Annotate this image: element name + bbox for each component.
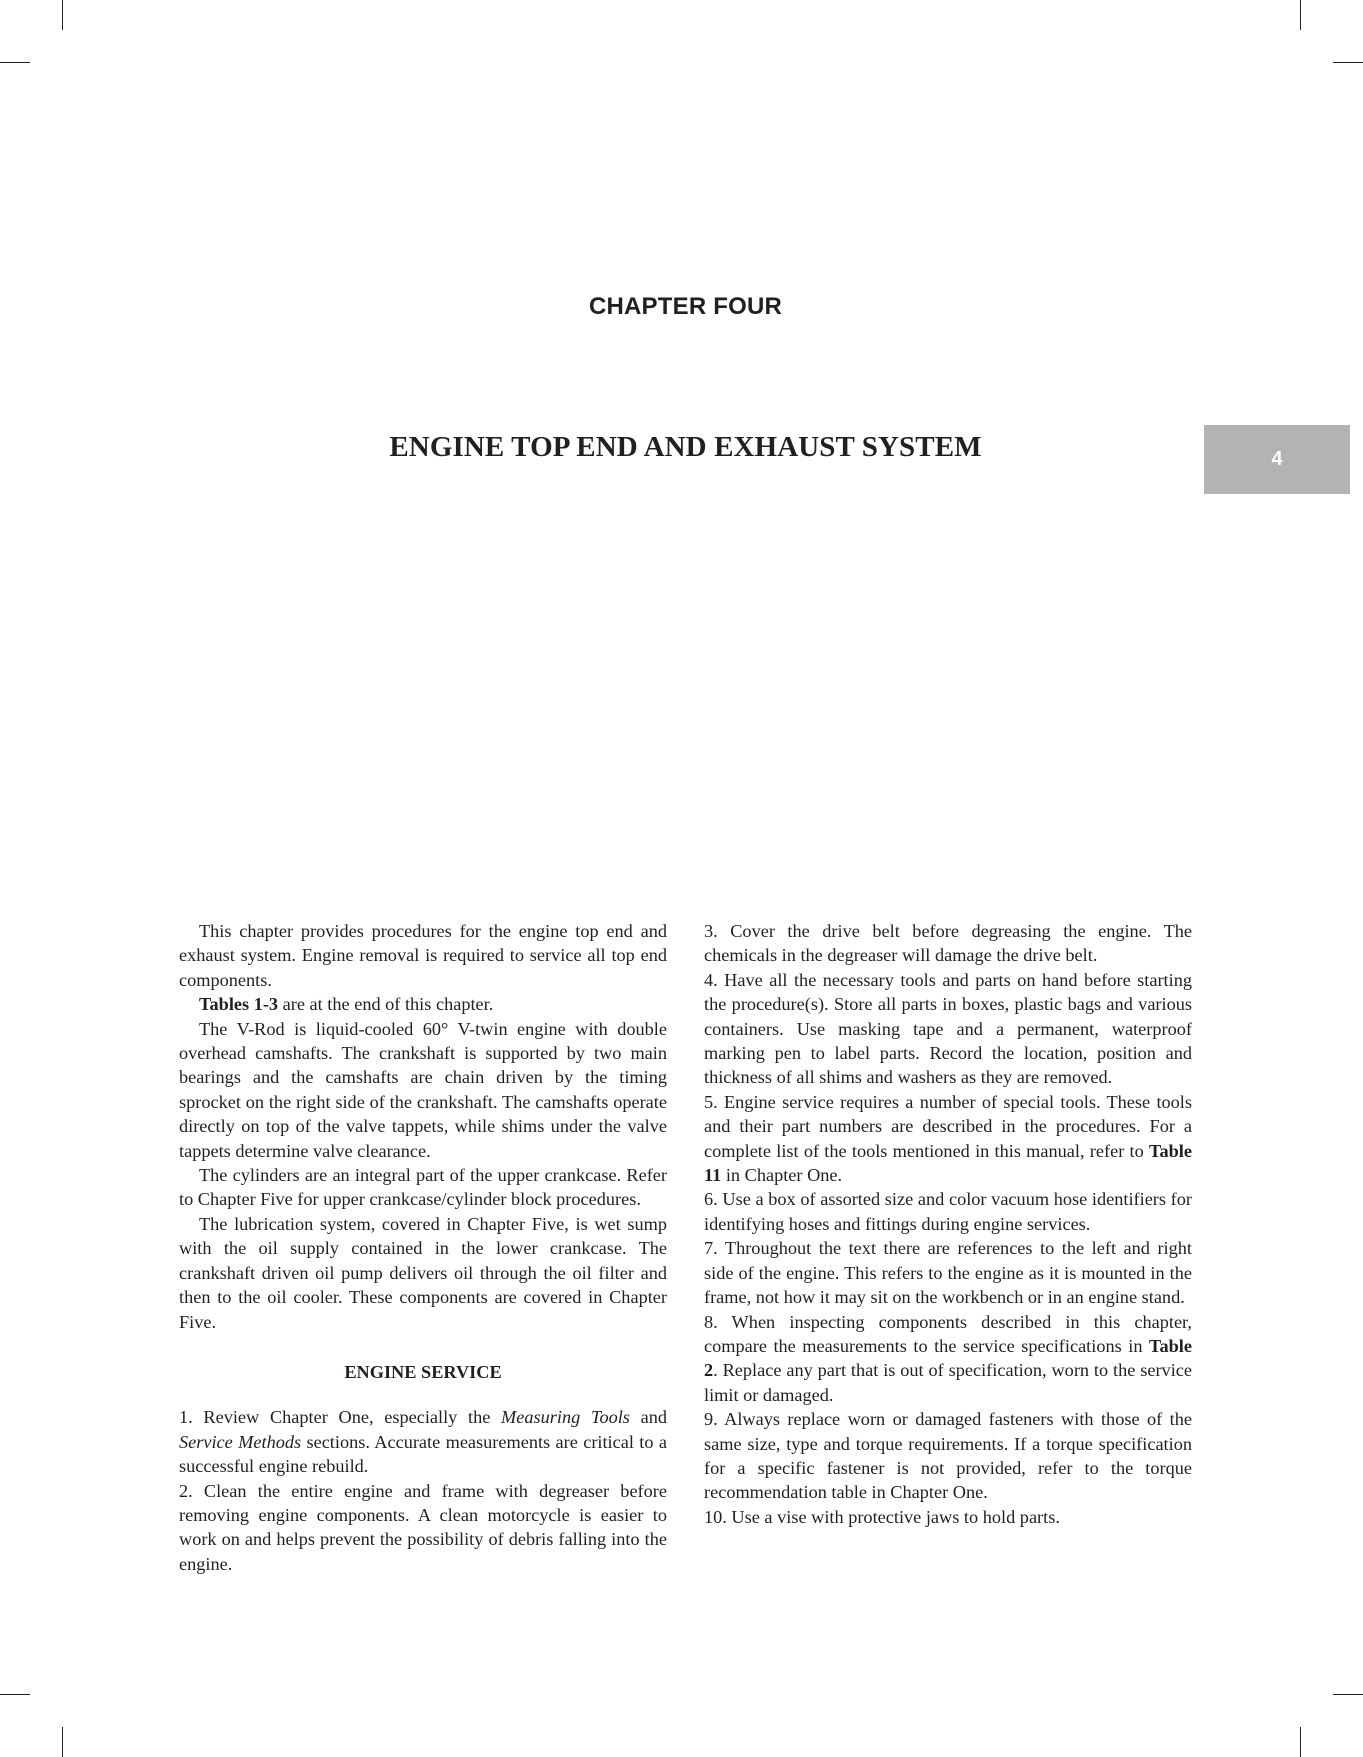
- item8-text-a: 8. When inspecting components described in this chapter, compare the measurements to the service specifications in: [704, 1311, 1192, 1356]
- chapter-thumb-tab: 4: [1204, 425, 1350, 494]
- lubrication-paragraph: The lubrication system, covered in Chapter Five, is wet sump with the oil supply contained in the lower crankcase. The crankshaft driven oil pump delivers oil through the oil filter and then to the oil cooler. These components are covered in Chapter Five.: [179, 1213, 667, 1332]
- list-item-9: 9. Always replace worn or damaged fasteners with those of the same size, type and torque requirements. If a torque specification for a specific fastener is not provided, refer to the torque recommendation table in Chapter One.: [704, 1409, 1192, 1503]
- item5-text-a: 5. Engine service requires a number of special tools. These tools and their part numbers are described in the procedures. For a complete list of the tools mentioned in this manual, refer to: [704, 1091, 1192, 1161]
- chapter-label: CHAPTER FOUR: [588, 293, 783, 320]
- intro-paragraph: This chapter provides procedures for the engine top end and exhaust system. Engine removal is required to service all top end components.: [179, 921, 667, 990]
- crop-mark-bottom-left-v: [62, 1727, 63, 1757]
- item8-text-b: . Replace any part that is out of specification, worn to the service limit or damaged.: [704, 1360, 1192, 1405]
- crop-mark-top-right-h: [1333, 62, 1363, 63]
- list-item-2: 2. Clean the entire engine and frame with degreaser before removing engine components. A clean motorcycle is easier to work on and helps prevent the possibility of debris falling into the engine.: [179, 1480, 667, 1574]
- crop-mark-bottom-left-h: [0, 1694, 30, 1695]
- chapter-title: ENGINE TOP END AND EXHAUST SYSTEM: [389, 431, 982, 463]
- item1-text-a: 1. Review Chapter One, especially the: [179, 1407, 502, 1428]
- item5-text-b: in Chapter One.: [721, 1165, 843, 1186]
- crop-mark-bottom-right-v: [1300, 1727, 1301, 1757]
- cylinders-paragraph: The cylinders are an integral part of the upper crankcase. Refer to Chapter Five for upper crankcase/cylinder block procedures.: [179, 1165, 667, 1210]
- section-heading-engine-service: ENGINE SERVICE: [344, 1361, 502, 1382]
- list-item-10: 10. Use a vise with protective jaws to hold parts.: [704, 1506, 1060, 1527]
- item1-italic-service-methods: Service Methods: [179, 1431, 302, 1452]
- item8-table-reference: Table 2: [704, 1335, 1192, 1381]
- item1-text-b: and: [629, 1407, 668, 1428]
- item1-text-c: sections. Accurate measurements are critical to a successful engine rebuild.: [179, 1431, 667, 1477]
- list-item-8: [704, 1310, 1192, 1408]
- item1-italic-measuring-tools: Measuring Tools: [501, 1407, 630, 1428]
- tables-text: are at the end of this chapter.: [278, 994, 494, 1015]
- crop-mark-top-left-v: [62, 0, 63, 30]
- left-column: [179, 919, 667, 1576]
- list-item-1: [179, 1405, 667, 1478]
- right-column: [704, 919, 1192, 1529]
- tables-paragraph: [179, 992, 667, 1016]
- list-item-4: 4. Have all the necessary tools and parts on hand before starting the procedure(s). Store all parts in boxes, plastic bags and various containers. Use masking tape and a permanent, waterproof marking pen to label parts. Record the location, position and thickness of all shims and washers as they are removed.: [704, 969, 1192, 1088]
- tables-reference: Tables 1-3: [199, 994, 279, 1015]
- crop-mark-top-left-h: [0, 62, 30, 63]
- item5-table-reference: Table 11: [704, 1140, 1192, 1186]
- list-item-5: [704, 1090, 1192, 1188]
- list-item-6: 6. Use a box of assorted size and color vacuum hose identifiers for identifying hoses and fittings during engine services.: [704, 1189, 1192, 1234]
- vrod-paragraph: The V-Rod is liquid-cooled 60° V-twin engine with double overhead camshafts. The crankshaft is supported by two main bearings and the camshafts are chain driven by the timing sprocket on the right side of the crankshaft. The camshafts operate directly on top of the valve tappets, while shims under the valve tappets determine valve clearance.: [179, 1018, 667, 1161]
- list-item-7: 7. Throughout the text there are references to the left and right side of the engine. This refers to the engine as it is mounted in the frame, not how it may sit on the workbench or in an engine stand.: [704, 1238, 1192, 1308]
- crop-mark-bottom-right-h: [1333, 1694, 1363, 1695]
- list-item-3: 3. Cover the drive belt before degreasing the engine. The chemicals in the degreaser will damage the drive belt.: [704, 921, 1192, 966]
- crop-mark-top-right-v: [1300, 0, 1301, 30]
